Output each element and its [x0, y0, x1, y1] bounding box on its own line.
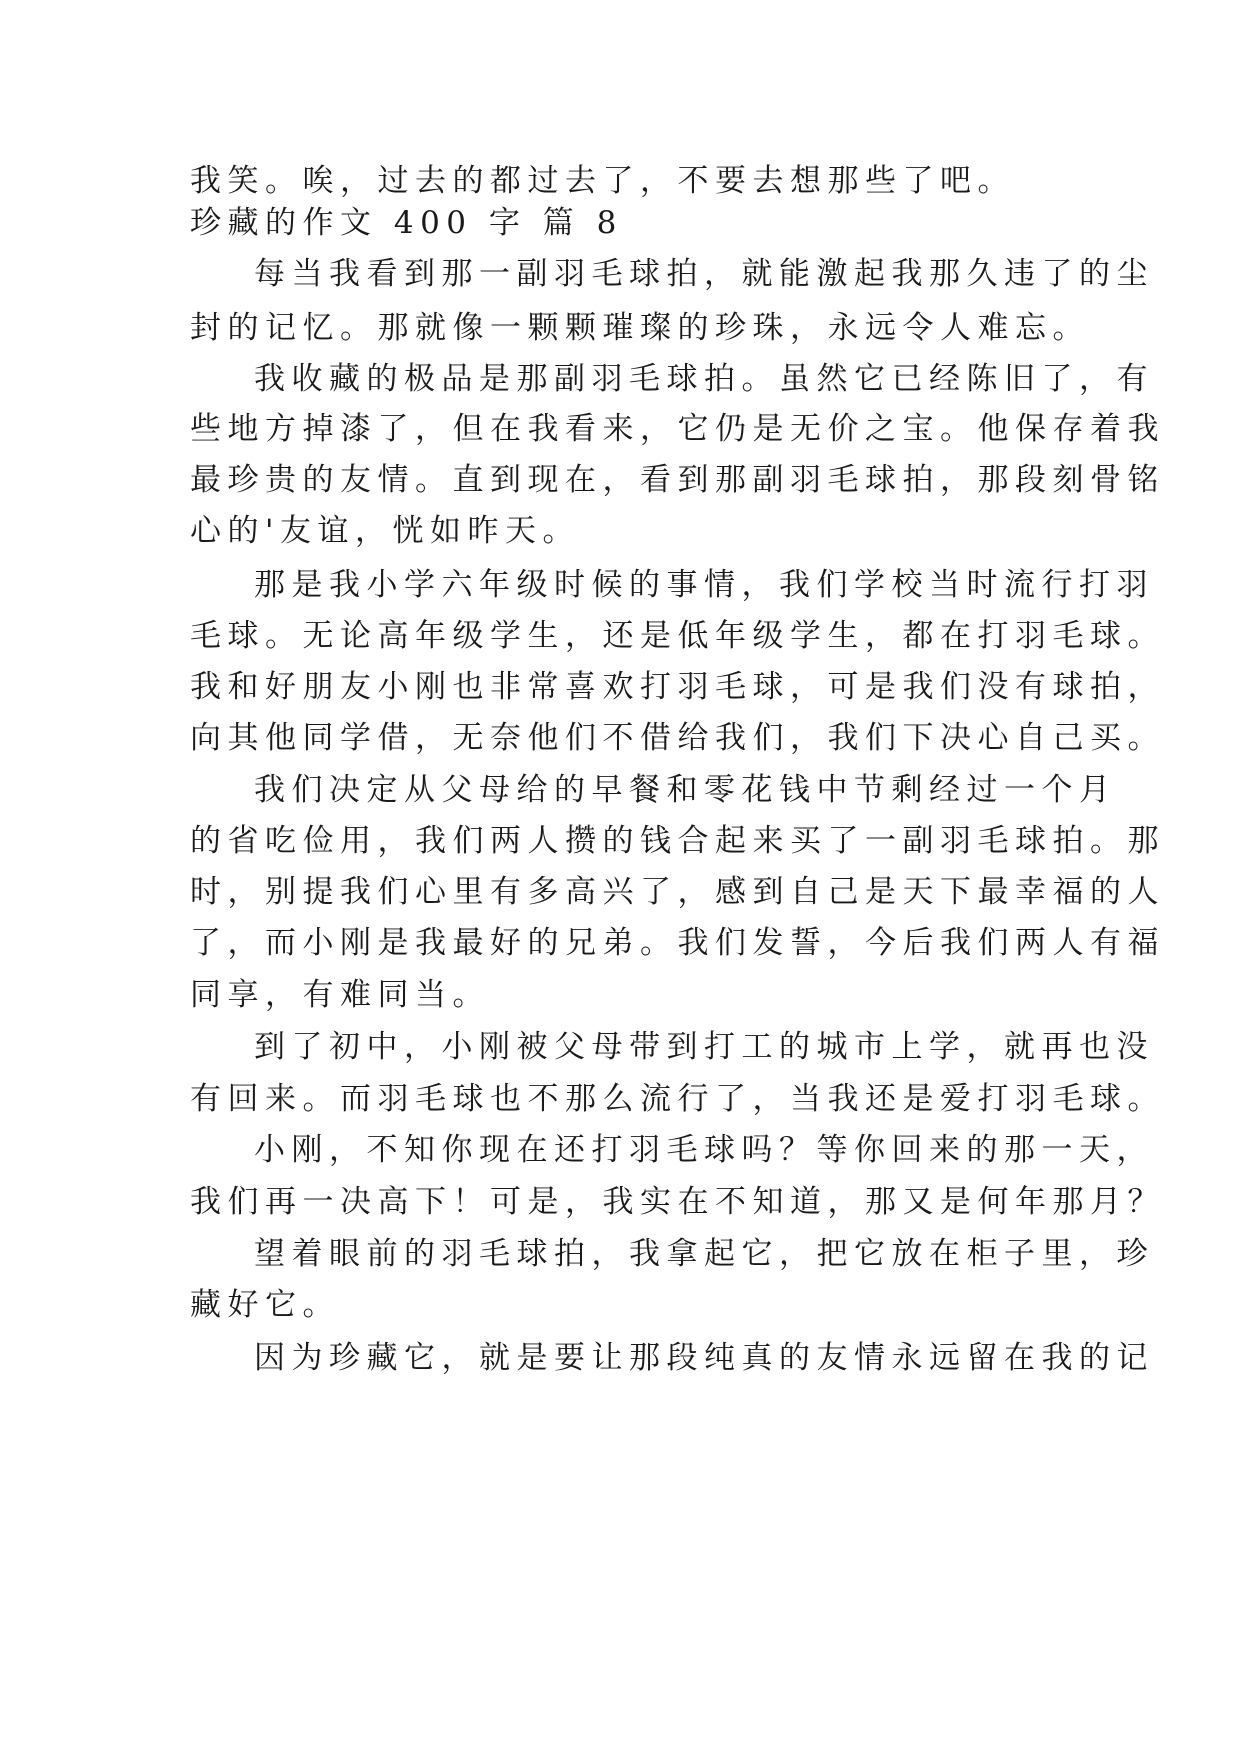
text-line: 我和好朋友小刚也非常喜欢打羽毛球，可是我们没有球拍，	[190, 669, 1165, 705]
text-line: 的省吃俭用，我们两人攒的钱合起来买了一副羽毛球拍。那	[190, 823, 1165, 859]
text-line: 小刚，不知你现在还打羽毛球吗？等你回来的那一天，	[254, 1132, 1154, 1168]
text-line: 有回来。而羽毛球也不那么流行了，当我还是爱打羽毛球。	[190, 1081, 1165, 1117]
text-line: 毛球。无论高年级学生，还是低年级学生，都在打羽毛球。	[190, 618, 1165, 654]
text-line: 我笑。唉，过去的都过去了，不要去想那些了吧。	[190, 163, 1015, 199]
text-line: 封的记忆。那就像一颗颗璀璨的珍珠，永远令人难忘。	[190, 310, 1090, 346]
text-line: 望着眼前的羽毛球拍，我拿起它，把它放在柜子里，珍	[254, 1236, 1154, 1272]
text-line: 心的'友谊，恍如昨天。	[190, 513, 581, 549]
text-line: 我们决定从父母给的早餐和零花钱中节剩经过一个月	[254, 772, 1117, 808]
text-line: 同享，有难同当。	[190, 977, 490, 1013]
text-line: 藏好它。	[190, 1287, 340, 1323]
text-line: 最珍贵的友情。直到现在，看到那副羽毛球拍，那段刻骨铭	[190, 462, 1165, 498]
text-line: 时，别提我们心里有多高兴了，感到自己是天下最幸福的人	[190, 874, 1165, 910]
text-line: 因为珍藏它，就是要让那段纯真的友情永远留在我的记	[254, 1340, 1154, 1376]
text-line: 每当我看到那一副羽毛球拍，就能激起我那久违了的尘	[254, 256, 1154, 292]
text-line: 向其他同学借，无奈他们不借给我们，我们下决心自己买。	[190, 720, 1165, 756]
text-line: 了，而小刚是我最好的兄弟。我们发誓，今后我们两人有福	[190, 925, 1165, 961]
text-line: 到了初中，小刚被父母带到打工的城市上学，就再也没	[254, 1029, 1154, 1065]
text-line: 我收藏的极品是那副羽毛球拍。虽然它已经陈旧了，有	[254, 361, 1154, 397]
essay-heading: 珍藏的作文 400 字 篇 8	[190, 205, 623, 241]
text-line: 我们再一决高下！可是，我实在不知道，那又是何年那月？	[190, 1184, 1165, 1220]
text-line: 那是我小学六年级时候的事情，我们学校当时流行打羽	[254, 567, 1154, 603]
text-line: 些地方掉漆了，但在我看来，它仍是无价之宝。他保存着我	[190, 411, 1165, 447]
